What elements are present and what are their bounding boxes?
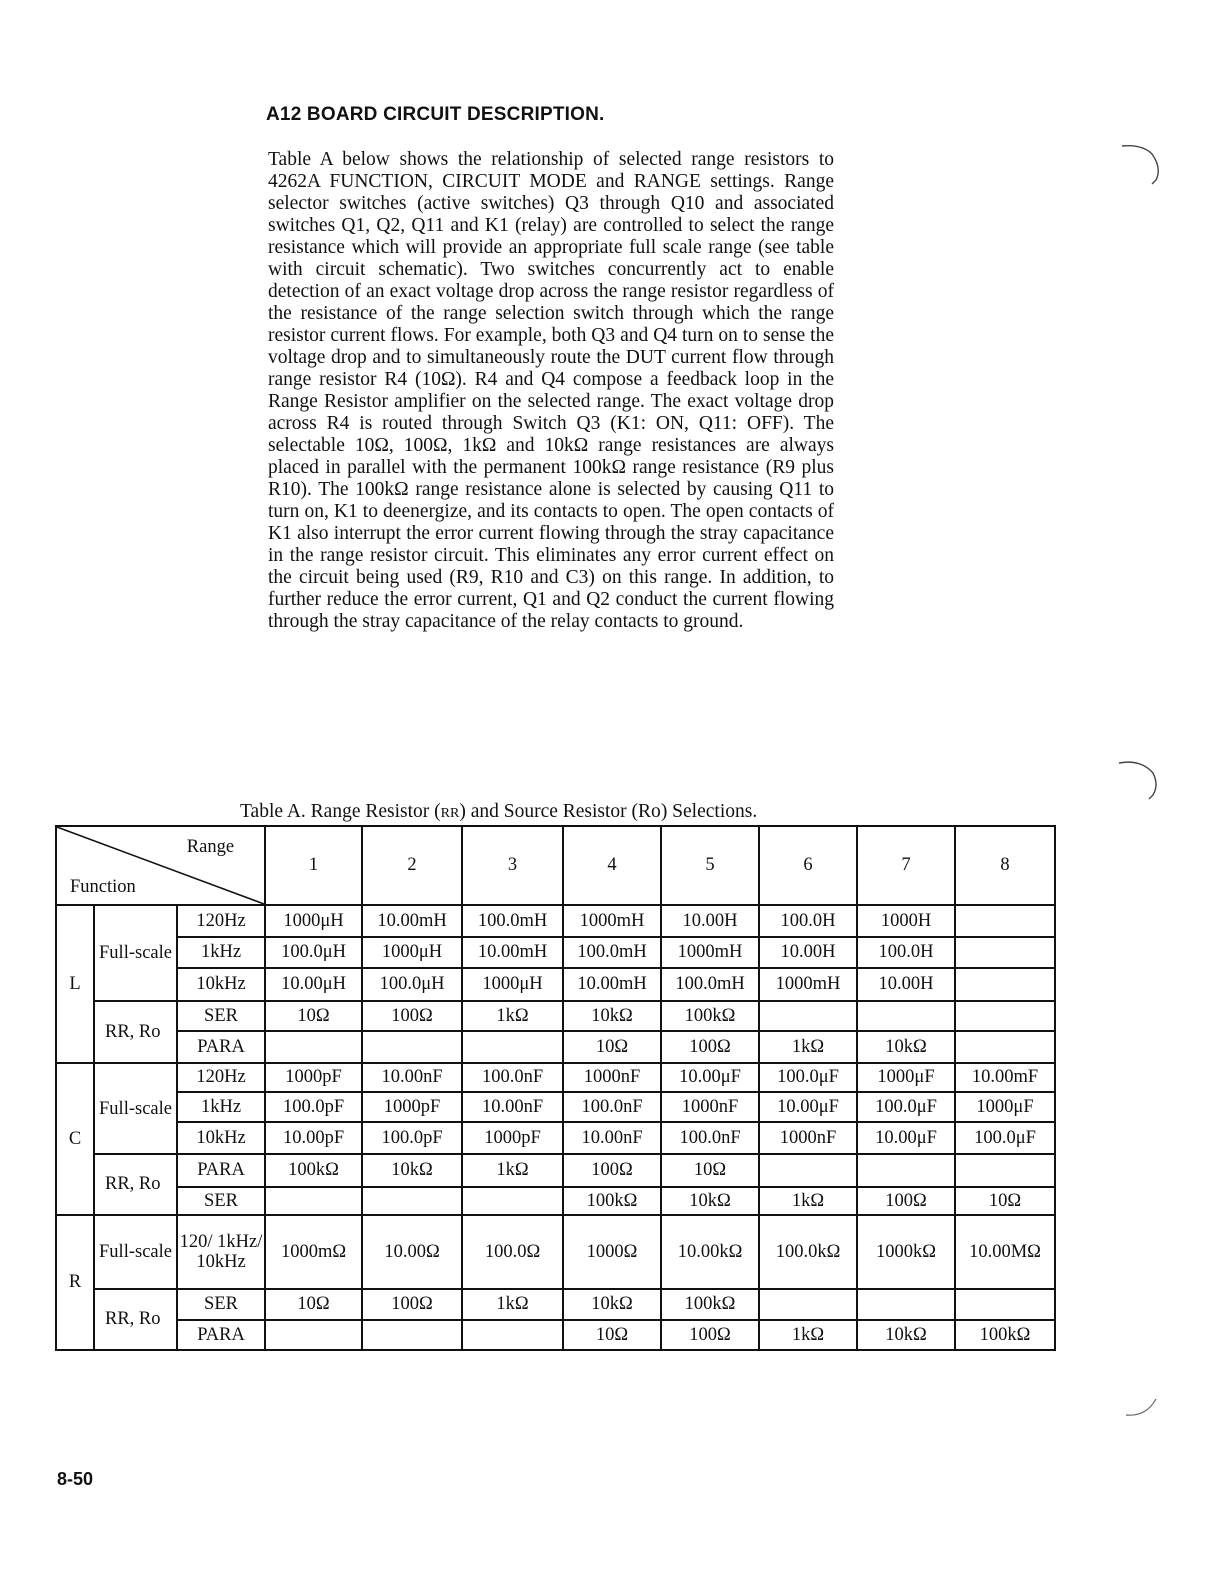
table-cell: 10.00mH (563, 968, 661, 1001)
table-cell: 100.0μF (955, 1122, 1055, 1154)
table-row (56, 1320, 1055, 1350)
table-cell (462, 1187, 563, 1215)
description-paragraph: Table A below shows the relationship of selected range resistors to 4262A FUNCTION, CIRCUIT MODE and RANGE settings. Range selector switches (active switches) Q3 through Q10 and associated switches Q1, Q2, Q11 and K1 (relay) are controlled to select the range resistance which will provide an appropriate full scale range (see table with circuit schematic). Two switches concurrently act to enable detection of an exact voltage drop across the range resistor regardless of the resistance of the range selection switch through which the range resistor current flows. For example, both Q3 and Q4 turn on to sense the voltage drop and to simultaneously route the DUT current flow through range resistor R4 (10Ω). R4 and Q4 compose a feedback loop in the Range Resistor amplifier on the selected range. The exact voltage drop across R4 is routed through Switch Q3 (K1: ON, Q11: OFF). The selectable 10Ω, 100Ω, 1kΩ and 10kΩ range resistances are always placed in parallel with the permanent 100kΩ range resistance (R9 plus R10). The 100kΩ range resistance alone is selected by causing Q11 to turn on, K1 to deenergize, and its contacts to open. The open contacts of K1 also interrupt the error current flowing through the stray capacitance in the range resistor circuit. This eliminates any error current effect on the circuit being used (R9, R10 and C3) on this range. In addition, to further reduce the error current, Q1 and Q2 conduct the current flowing through the stray capacitance of the relay contacts to ground. (268, 149, 834, 632)
table-cell: 100kΩ (661, 1289, 759, 1320)
table-cell: 100Ω (857, 1187, 955, 1215)
table-cell: 100Ω (661, 1031, 759, 1063)
table-cell: 1000mH (759, 968, 857, 1001)
caption-part-c: ) Selections. (660, 801, 758, 822)
mode-cell: SER (177, 1289, 265, 1320)
table-row (56, 1001, 1055, 1031)
range-header-3: 3 (462, 826, 563, 905)
freq-cell: 1kHz (177, 937, 265, 968)
table-cell: 100kΩ (661, 1001, 759, 1031)
table-cell: 100.0H (759, 905, 857, 937)
table-cell: 100.0pF (362, 1122, 462, 1154)
table-cell: 100.0μH (265, 937, 362, 968)
table-cell: 10.00kΩ (661, 1215, 759, 1289)
freq-cell: 120Hz (177, 1063, 265, 1092)
table-cell: 10Ω (563, 1031, 661, 1063)
table-cell: 10.00nF (362, 1063, 462, 1092)
margin-bracket-mark (1120, 1395, 1160, 1425)
table-cell (462, 1320, 563, 1350)
full-scale-label: Full-scale (94, 1063, 177, 1154)
caption-part-a: Table A. Range Resistor ( (240, 801, 441, 822)
table-cell: 1000μH (362, 937, 462, 968)
table-cell: 10.00H (857, 968, 955, 1001)
table-cell: 1000pF (462, 1122, 563, 1154)
table-cell (759, 1289, 857, 1320)
range-function-header (56, 826, 265, 905)
table-cell: 1000nF (661, 1092, 759, 1122)
table-cell: 10.00nF (462, 1092, 563, 1122)
table-cell (759, 1154, 857, 1187)
rr-ro-label: RR, Ro (94, 1154, 177, 1215)
range-header-5: 5 (661, 826, 759, 905)
table-cell: 1000kΩ (857, 1215, 955, 1289)
table-cell: 1000pF (265, 1063, 362, 1092)
mode-cell: PARA (177, 1031, 265, 1063)
table-cell (362, 1031, 462, 1063)
table-cell (759, 1001, 857, 1031)
range-resistor-table (55, 825, 1056, 1351)
table-cell: 10.00μF (857, 1122, 955, 1154)
table-row (56, 1187, 1055, 1215)
table-cell (462, 1031, 563, 1063)
table-cell: 10kΩ (563, 1289, 661, 1320)
table-row (56, 1092, 1055, 1122)
range-header-7: 7 (857, 826, 955, 905)
table-cell: 100Ω (362, 1001, 462, 1031)
table-cell (857, 1289, 955, 1320)
header-row (56, 826, 1055, 905)
table-cell: 100.0mH (661, 968, 759, 1001)
function-label: Function (70, 877, 136, 897)
table-cell (955, 937, 1055, 968)
table-cell: 10kΩ (857, 1031, 955, 1063)
table-row (56, 1031, 1055, 1063)
table-cell: 10Ω (955, 1187, 1055, 1215)
table-cell: 10Ω (563, 1320, 661, 1350)
freq-cell: 10kHz (177, 968, 265, 1001)
table-cell: 10.00MΩ (955, 1215, 1055, 1289)
table-cell: 100.0μF (857, 1092, 955, 1122)
table-cell: 1000μH (462, 968, 563, 1001)
section-heading: A12 BOARD CIRCUIT DESCRIPTION. (266, 104, 605, 125)
table-cell: 1kΩ (759, 1187, 857, 1215)
table-cell: 100.0nF (563, 1092, 661, 1122)
rr-ro-label: RR, Ro (94, 1001, 177, 1063)
table-cell: 1000nF (563, 1063, 661, 1092)
table-cell: 10.00Ω (362, 1215, 462, 1289)
mode-cell: SER (177, 1001, 265, 1031)
table-cell (857, 1154, 955, 1187)
freq-cell: 120/ 1kHz/ 10kHz (177, 1215, 265, 1289)
table-cell: 1kΩ (462, 1001, 563, 1031)
range-label: Range (186, 837, 235, 857)
table-cell: 100.0mH (563, 937, 661, 968)
table-cell: 10kΩ (362, 1154, 462, 1187)
caption-rr: RR (440, 806, 460, 821)
table-cell (955, 1001, 1055, 1031)
table-row (56, 968, 1055, 1001)
caption-ro: Ro (638, 801, 661, 822)
table-cell: 10kΩ (661, 1187, 759, 1215)
freq-cell: 1kHz (177, 1092, 265, 1122)
table-row (56, 1215, 1055, 1289)
table-cell: 100kΩ (955, 1320, 1055, 1350)
table-row (56, 905, 1055, 937)
function-c: C (56, 1063, 94, 1215)
table-cell: 1kΩ (759, 1320, 857, 1350)
table-cell: 10.00mH (462, 937, 563, 968)
table-cell (955, 1154, 1055, 1187)
full-scale-label: Full-scale (94, 905, 177, 1001)
table-cell: 1000nF (759, 1122, 857, 1154)
page-number: 8-50 (57, 1469, 94, 1489)
table-cell: 100.0kΩ (759, 1215, 857, 1289)
table-cell (362, 1187, 462, 1215)
table-cell (857, 1001, 955, 1031)
table-cell: 1000μH (265, 905, 362, 937)
table-cell (955, 1031, 1055, 1063)
table-cell: 100.0μF (759, 1063, 857, 1092)
table-cell: 1000H (857, 905, 955, 937)
table-cell: 10.00μH (265, 968, 362, 1001)
margin-bracket-mark (1118, 140, 1168, 190)
table-cell: 100.0mH (462, 905, 563, 937)
table-cell: 1000Ω (563, 1215, 661, 1289)
table-cell: 10Ω (265, 1289, 362, 1320)
table-row (56, 937, 1055, 968)
table-cell: 100.0μH (362, 968, 462, 1001)
table-cell: 100kΩ (265, 1154, 362, 1187)
rr-ro-label: RR, Ro (94, 1289, 177, 1350)
mode-cell: SER (177, 1187, 265, 1215)
table-cell: 10kΩ (857, 1320, 955, 1350)
freq-cell: 120Hz (177, 905, 265, 937)
table-row (56, 1289, 1055, 1320)
table-cell: 100.0Ω (462, 1215, 563, 1289)
table-cell: 100Ω (563, 1154, 661, 1187)
table-cell: 10.00pF (265, 1122, 362, 1154)
range-header-8: 8 (955, 826, 1055, 905)
table-cell: 10.00mH (362, 905, 462, 937)
table-cell: 1000mH (563, 905, 661, 937)
table-cell: 100.0nF (462, 1063, 563, 1092)
table-cell: 1000μF (857, 1063, 955, 1092)
table-cell: 10.00H (661, 905, 759, 937)
table-cell: 10Ω (265, 1001, 362, 1031)
mode-cell: PARA (177, 1320, 265, 1350)
table-cell: 1000mΩ (265, 1215, 362, 1289)
table-cell: 100.0pF (265, 1092, 362, 1122)
table-row (56, 1154, 1055, 1187)
table-cell: 10.00μF (759, 1092, 857, 1122)
table-cell: 1kΩ (759, 1031, 857, 1063)
table-cell: 10kΩ (563, 1001, 661, 1031)
table-cell (955, 1289, 1055, 1320)
caption-part-b: ) and Source Resistor ( (459, 801, 639, 822)
freq-cell: 10kHz (177, 1122, 265, 1154)
table-cell (955, 968, 1055, 1001)
table-cell: 10Ω (661, 1154, 759, 1187)
table-cell: 100Ω (661, 1320, 759, 1350)
table-cell: 10.00nF (563, 1122, 661, 1154)
table-row (56, 1122, 1055, 1154)
table-cell (955, 905, 1055, 937)
table-cell: 100.0nF (661, 1122, 759, 1154)
table-cell (265, 1187, 362, 1215)
table-row (56, 1063, 1055, 1092)
table-cell: 1kΩ (462, 1154, 563, 1187)
function-l: L (56, 905, 94, 1063)
range-header-6: 6 (759, 826, 857, 905)
table-cell: 1kΩ (462, 1289, 563, 1320)
function-r: R (56, 1215, 94, 1350)
table-cell: 10.00μF (661, 1063, 759, 1092)
mode-cell: PARA (177, 1154, 265, 1187)
table-cell: 100Ω (362, 1289, 462, 1320)
table-cell (265, 1320, 362, 1350)
table-cell: 10.00H (759, 937, 857, 968)
table-caption (240, 801, 757, 823)
range-header-4: 4 (563, 826, 661, 905)
table-cell: 100.0H (857, 937, 955, 968)
table-cell: 1000μF (955, 1092, 1055, 1122)
full-scale-label: Full-scale (94, 1215, 177, 1289)
table-cell: 1000mH (661, 937, 759, 968)
margin-bracket-mark (1115, 755, 1165, 805)
table-cell: 100kΩ (563, 1187, 661, 1215)
table-cell: 1000pF (362, 1092, 462, 1122)
table-cell (265, 1031, 362, 1063)
table-cell (362, 1320, 462, 1350)
table-cell: 10.00mF (955, 1063, 1055, 1092)
range-header-2: 2 (362, 826, 462, 905)
range-header-1: 1 (265, 826, 362, 905)
